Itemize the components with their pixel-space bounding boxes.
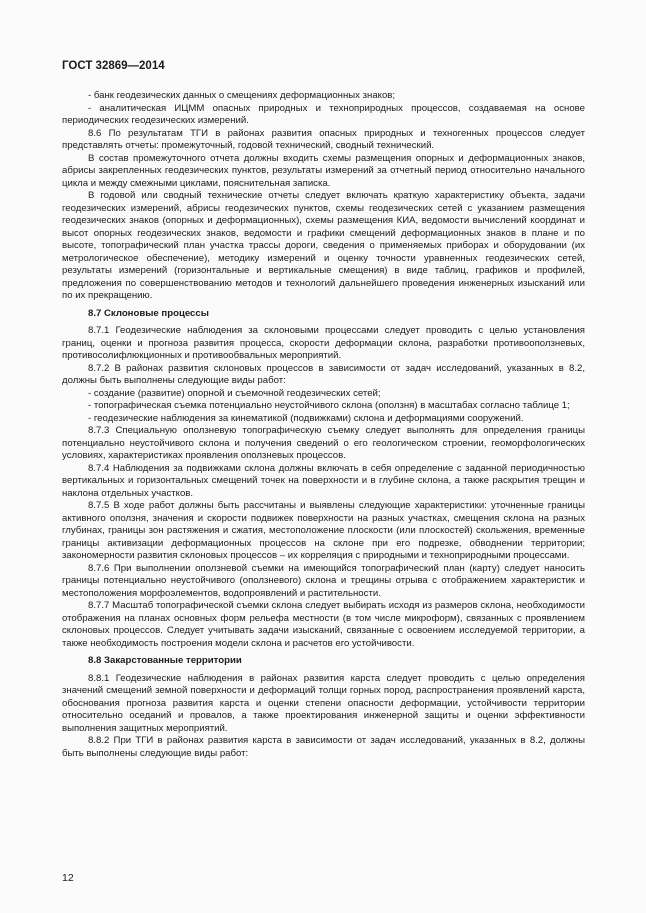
section-heading: 8.8 Закарстованные территории [88,655,242,666]
paragraph: - аналитическая ИЦММ опасных природных и техноприродных процессов, создаваемая на основе периодических геодезических измерений. [62,102,585,126]
section-heading: 8.7 Склоновые процессы [88,307,209,319]
paragraph: - геодезические наблюдения за кинематикой (подвижками) склона и деформациями сооружений. [88,412,524,424]
document-body [62,90,585,760]
standard-code-header: ГОСТ 32869—2014 [62,60,165,72]
paragraph: 8.7.7 Масштаб топографической съемки склона следует выбирать исходя из размеров склона, необходимости отображения на планах основных форм рельефа местности (в том числе микроформ), связанных с проявлением склоновых процессов. Следует учитывать задачи изысканий, связанные с освоением исследуемой территории, а также необходимость построения модели склона и расчетов его устойчивости. [62,600,585,649]
paragraph: 8.7.4 Наблюдения за подвижками склона должны включать в себя определение с заданной периодичностью вертикальных и горизонтальных смещений точек на поверхности и в глубине склона, а также раскрытия трещин и наклона отдельных участков. [62,462,585,499]
paragraph: В годовой или сводный технические отчеты следует включать краткую характеристику объекта, задачи геодезических измерений, абрисы геодезических пунктов, схемы геодезических сетей с указанием размещения геодезических знаков (опорных и деформационных), схемы размещения КИА, ведомости вычислений координат и высот опорных геодезических знаков, ведомости и графики смещений деформационных знаков в плане и по высоте, топографический план участка трассы дороги, сведения о применяемых приборах и оборудовании (их метрологическое обеспечение), методику измерений и оценку точности уравненных геодезических сетей, результаты измерений (горизонтальные и вертикальные смещения) в виде таблиц, графиков и профилей, предложения по совершенствованию методов и технологий дальнейшего проведения инженерных изысканий или по их прекращению. [62,190,585,301]
paragraph: 8.7.6 При выполнении оползневой съемки на имеющийся топографический план (карту) следует наносить границы потенциально неустойчивого (оползневого) склона и трещины отрыва с отображением характеристик и местоположения морфоэлементов, водопроявлений и растительности. [62,562,585,599]
paragraph: - топографическая съемка потенциально неустойчивого склона (оползня) в масштабах согласно таблице 1; [88,400,570,411]
paragraph: 8.7.5 В ходе работ должны быть рассчитаны и выявлены следующие характеристики: уточненные границы активного оползня, значения и скорости подвижек поверхности на разных участках, смещения склона на разных глубинах, границы зон растяжения и сжатия, местоположение плоскости (или плоскостей) скольжения, временные границы активизации деформационных процессов на склоне при его подрезке, обводнении территории; закономерности развития склоновых процессов – их корреляция с природными и техноприродными процессами. [62,500,585,561]
paragraph: 8.6 По результатам ТГИ в районах развития опасных природных и техногенных процессов следует представлять отчеты: промежуточный, годовой технический, сводный технический. [62,127,585,151]
paragraph: В состав промежуточного отчета должны входить схемы размещения опорных и деформационных знаков, абрисы закрепленных геодезических пунктов, результаты измерений за отчетный период относительно начального цикла и между смежными циклами, пояснительная записка. [62,152,585,189]
paragraph: 8.7.2 В районах развития склоновых процессов в зависимости от задач исследований, указанных в 8.2, должны быть выполнены следующие виды работ: [62,362,585,386]
paragraph: - создание (развитие) опорной и съемочной геодезических сетей; [88,387,381,399]
paragraph: 8.8.1 Геодезические наблюдения в районах развития карста следует проводить с целью определения значений смещений земной поверхности и деформаций толщи горных пород, распространения проявлений карста, обоснования прогноза развития карста и оценки степени опасности деформации, устойчивости территории относительно оседаний и провалов, а также проектирования инженерной защиты и оценки эффективности выполнения защитных мероприятий. [62,672,585,734]
page-number: 12 [62,872,74,884]
paragraph: 8.8.2 При ТГИ в районах развития карста в зависимости от задач исследований, указанных в 8.2, должны быть выполнены следующие виды работ: [62,735,585,759]
paragraph: - банк геодезических данных о смещениях деформационных знаков; [88,90,396,101]
paragraph: 8.7.3 Специальную оползневую топографическую съемку следует выполнять для определения границы потенциально неустойчивого склона и получения сведений о его геологическом строении, геоморфологических условиях, характеристиках проявления оползневых процессов. [62,425,585,461]
paragraph: 8.7.1 Геодезические наблюдения за склоновыми процессами следует проводить с целью установления границ, оценки и прогноза развития процесса, скорости деформации склона, разработки противооползневых, противосолифлюкционных и противообвальных мероприятий. [62,325,585,361]
